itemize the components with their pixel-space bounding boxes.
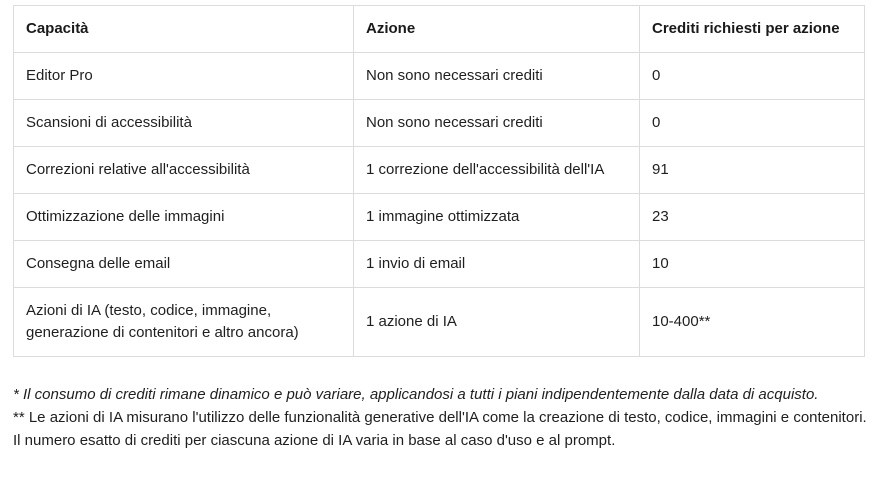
cell-credits: 10 <box>640 241 865 288</box>
cell-action: Non sono necessari crediti <box>354 53 640 100</box>
cell-credits: 0 <box>640 100 865 147</box>
cell-credits: 10-400** <box>640 288 865 357</box>
cell-action: 1 invio di email <box>354 241 640 288</box>
cell-credits: 0 <box>640 53 865 100</box>
table-row <box>14 288 865 357</box>
credits-table-container <box>13 5 864 357</box>
cell-capability: Ottimizzazione delle immagini <box>14 194 354 241</box>
footnote-credit-consumption: * Il consumo di crediti rimane dinamico e può variare, applicandosi a tutti i piani indipendentemente dalla data di acquisto. <box>13 386 819 403</box>
header-credits: Crediti richiesti per azione <box>640 6 865 53</box>
cell-credits: 91 <box>640 147 865 194</box>
table-row <box>14 100 865 147</box>
header-capability: Capacità <box>14 6 354 53</box>
cell-capability: Editor Pro <box>14 53 354 100</box>
cell-action: 1 azione di IA <box>354 288 640 357</box>
cell-action: 1 correzione dell'accessibilità dell'IA <box>354 147 640 194</box>
cell-capability: Azioni di IA (testo, codice, immagine, generazione di contenitori e altro ancora) <box>14 288 354 357</box>
cell-action: Non sono necessari crediti <box>354 100 640 147</box>
table-row <box>14 241 865 288</box>
table-header-row <box>14 6 865 53</box>
cell-capability: Correzioni relative all'accessibilità <box>14 147 354 194</box>
cell-action: 1 immagine ottimizzata <box>354 194 640 241</box>
cell-credits: 23 <box>640 194 865 241</box>
cell-capability: Scansioni di accessibilità <box>14 100 354 147</box>
footnote-ai-actions: ** Le azioni di IA misurano l'utilizzo delle funzionalità generative dell'IA come la creazione di testo, codice, immagini e contenitori. Il numero esatto di crediti per ciascuna azione di IA varia in base al caso d'uso e al prompt. <box>13 409 867 449</box>
table-row <box>14 147 865 194</box>
credits-table <box>13 5 865 357</box>
cell-capability: Consegna delle email <box>14 241 354 288</box>
table-row <box>14 194 865 241</box>
footnotes <box>13 383 873 452</box>
header-action: Azione <box>354 6 640 53</box>
table-row <box>14 53 865 100</box>
